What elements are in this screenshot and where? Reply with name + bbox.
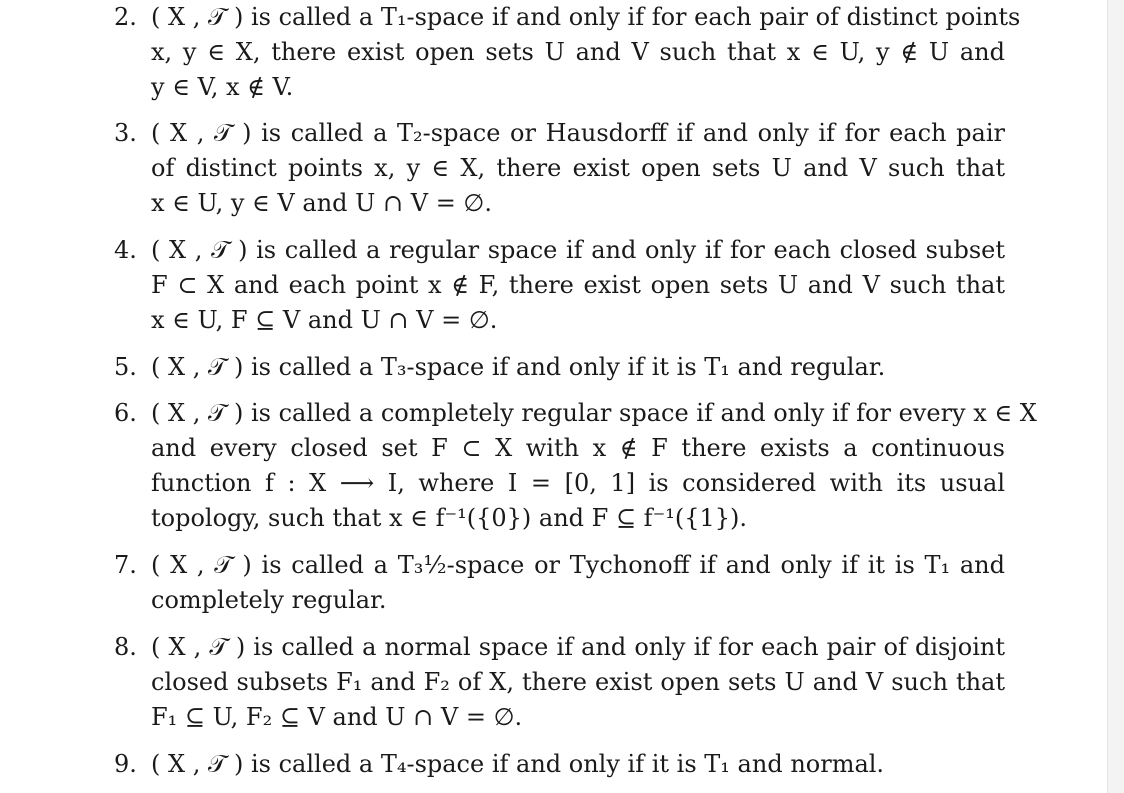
item-text [151,0,1021,105]
page-edge [1107,0,1124,793]
definition-item-5 [114,350,1004,385]
item-number: 8. [114,633,137,661]
item-number: 4. [114,236,137,264]
text-line: closed subsets F₁ and F₂ of X, there exist open sets U and V such that [151,668,1005,696]
item-text [151,233,1005,338]
text-line: ( X , 𝒯 ) is called a normal space if and only if for each pair of disjoint [151,633,1005,661]
text-line: ( X , 𝒯 ) is called a T₄-space if and only if it is T₁ and normal. [151,750,885,778]
item-text [151,548,1005,618]
definition-item-9 [114,747,1004,782]
item-number: 3. [114,119,137,147]
text-line: x, y ∈ X, there exist open sets U and V such that x ∈ U, y ∉ U and [151,38,1005,66]
definition-item-7 [114,548,1004,618]
definition-item-3 [114,116,1004,221]
definition-item-4 [114,233,1004,338]
item-text [151,396,1037,536]
item-text [151,630,1005,735]
item-number: 9. [114,750,137,778]
text-line: F₁ ⊆ U, F₂ ⊆ V and U ∩ V = ∅. [151,703,523,731]
text-line: ( X , 𝒯 ) is called a T₃½-space or Tychonoff if and only if it is T₁ and [151,551,1005,579]
text-line: F ⊂ X and each point x ∉ F, there exist open sets U and V such that [151,271,1005,299]
item-number: 7. [114,551,137,579]
item-text [151,350,1005,385]
item-number: 5. [114,353,137,381]
text-line: topology, such that x ∈ f⁻¹({0}) and F ⊆ f⁻¹({1}). [151,504,748,532]
definition-item-8 [114,630,1004,735]
text-line: x ∈ U, y ∈ V and U ∩ V = ∅. [151,189,492,217]
item-number: 2. [114,3,137,31]
text-line: y ∈ V, x ∉ V. [151,73,294,101]
definition-item-6 [114,396,1037,536]
item-text [151,116,1005,221]
item-number: 6. [114,399,137,427]
text-line: function f : X ⟶ I, where I = [0, 1] is considered with its usual [151,469,1005,497]
text-line: ( X , 𝒯 ) is called a T₁-space if and only if for each pair of distinct points [151,3,1021,31]
text-line: x ∈ U, F ⊆ V and U ∩ V = ∅. [151,306,498,334]
text-line: ( X , 𝒯 ) is called a completely regular space if and only if for every x ∈ X [151,399,1037,427]
text-line: and every closed set F ⊂ X with x ∉ F there exists a continuous [151,434,1005,462]
item-text [151,747,1005,782]
text-line: ( X , 𝒯 ) is called a T₃-space if and only if it is T₁ and regular. [151,353,886,381]
definition-item-2 [114,0,1021,105]
text-line: ( X , 𝒯 ) is called a regular space if and only if for each closed subset [151,236,1005,264]
text-line: ( X , 𝒯 ) is called a T₂-space or Hausdorff if and only if for each pair [151,119,1005,147]
text-line: of distinct points x, y ∈ X, there exist open sets U and V such that [151,154,1005,182]
text-line: completely regular. [151,586,387,614]
